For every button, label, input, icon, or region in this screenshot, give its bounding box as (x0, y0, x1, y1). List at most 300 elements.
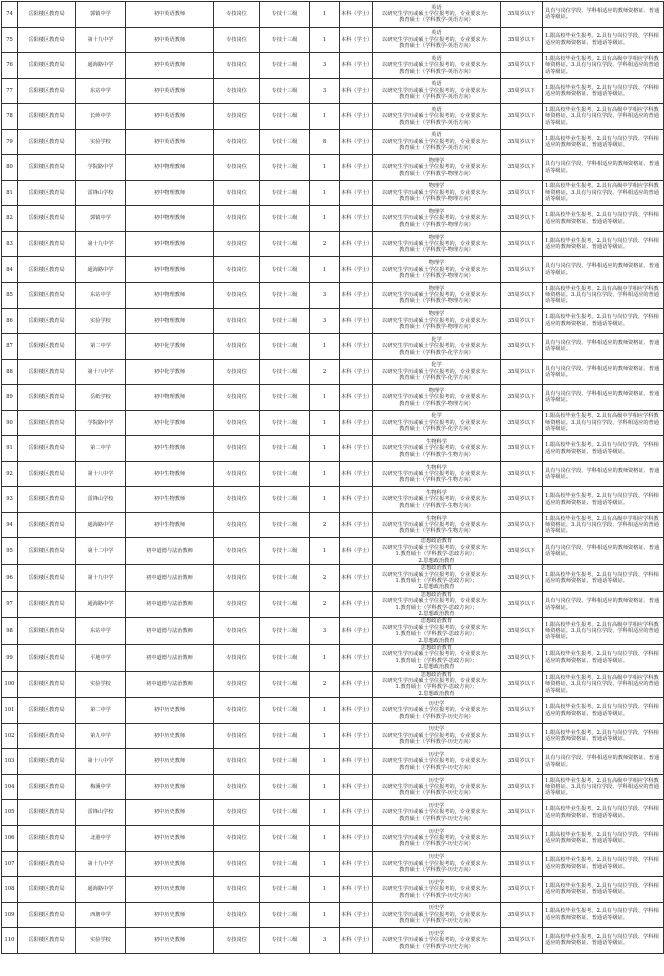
department: 岳阳楼区教育局 (18, 206, 76, 232)
post-name: 初中历史教师 (126, 851, 214, 877)
post-category: 专技岗位 (214, 385, 260, 411)
cell-line: 英语 (431, 81, 442, 88)
school: 第十八中学 (76, 749, 126, 775)
cell-line: 思想政治教育 (420, 618, 453, 625)
degree: 本科（学士） (340, 565, 373, 592)
cell-line: 以研究生学历或硕士学位报考的，专业要求为： (382, 470, 491, 477)
post-category: 专技岗位 (214, 902, 260, 928)
other-requirements: 1.限高校毕业生报考。2.具有高级中学相应学科教师资格证。3.具有与岗位学段、学科相适应的普通话等级证。 (543, 410, 664, 436)
school: 梅溪中学 (76, 774, 126, 800)
hire-count: 1 (310, 206, 340, 232)
post-name: 初中物理教师 (126, 206, 214, 232)
school: 雷锋山学校 (76, 180, 126, 206)
degree: 本科（学士） (340, 723, 373, 749)
cell-line: 以研究生学历或硕士学位报考的，专业要求为： (382, 860, 491, 867)
cell-line: 历史学 (428, 777, 445, 784)
post-category: 专技岗位 (214, 78, 260, 104)
department: 岳阳楼区教育局 (18, 436, 76, 462)
cell-line: 英语 (431, 4, 442, 11)
major-requirement (373, 334, 501, 360)
hire-count: 2 (310, 231, 340, 257)
age-limit: 35周岁以下 (501, 53, 543, 79)
department: 岳阳楼区教育局 (18, 618, 76, 645)
post-name: 初中英语教师 (126, 78, 214, 104)
school: 郭镇中学 (76, 206, 126, 232)
department: 岳阳楼区教育局 (18, 565, 76, 592)
degree: 本科（学士） (340, 104, 373, 130)
cell-fragment: 教育硕士（学科教学- (399, 94, 448, 101)
cell-line: 以研究生学历或硕士学位报考的，专业要求为： (382, 522, 491, 528)
table-row (2, 334, 664, 360)
post-name: 初中英语教师 (126, 53, 214, 79)
age-limit: 35周岁以下 (501, 618, 543, 645)
department: 岳阳楼区教育局 (18, 538, 76, 565)
row-number: 80 (2, 155, 18, 181)
cell-fragment: 方向） (458, 764, 474, 771)
post-name: 初中化学教师 (126, 359, 214, 385)
cell-fragment: 英语 (447, 145, 459, 152)
department: 岳阳楼区教育局 (18, 283, 76, 309)
cell-line: 生物科学 (426, 438, 447, 445)
department: 岳阳楼区教育局 (18, 385, 76, 411)
cell-line (374, 477, 499, 483)
row-number: 92 (2, 461, 18, 487)
department: 岳阳楼区教育局 (18, 2, 76, 28)
table-row (2, 618, 664, 645)
cell-line (374, 171, 499, 177)
cell-line: 物理学 (428, 183, 445, 190)
degree: 本科（学士） (340, 78, 373, 104)
school: 郭镇中学 (76, 2, 126, 28)
cell-line (374, 944, 499, 950)
cell-fragment: 方向） (458, 68, 474, 75)
post-name: 初中物理教师 (126, 180, 214, 206)
degree: 本科（学士） (340, 698, 373, 724)
post-name: 初中历史教师 (126, 877, 214, 903)
post-grade: 专技十三级 (260, 851, 310, 877)
degree: 本科（学士） (340, 180, 373, 206)
post-category: 专技岗位 (214, 231, 260, 257)
hire-count: 1 (310, 27, 340, 53)
cell-fragment: 方向） (458, 119, 474, 126)
cell-fragment: 方向） (458, 324, 474, 331)
cell-fragment: 方向） (458, 272, 474, 279)
post-category: 专技岗位 (214, 283, 260, 309)
table-row (2, 104, 664, 130)
cell-line (374, 841, 499, 847)
post-name: 初中英语教师 (126, 2, 214, 28)
cell-line (374, 298, 499, 304)
cell-fragment: 方向） (458, 502, 474, 509)
department: 岳阳楼区教育局 (18, 928, 76, 954)
hire-count: 1 (310, 877, 340, 903)
post-name: 初中历史教师 (126, 698, 214, 724)
major-requirement (373, 749, 501, 775)
cell-line: 以研究生学历或硕士学位报考的，专业要求为： (382, 732, 491, 739)
degree: 本科（学士） (340, 749, 373, 775)
post-name: 初中生物教师 (126, 487, 214, 513)
post-grade: 专技十三级 (260, 308, 310, 334)
post-category: 专技岗位 (214, 749, 260, 775)
row-number: 94 (2, 512, 18, 538)
cell-line (374, 867, 499, 873)
cell-line: 以研究生学历或硕士学位报考的，专业要求为： (382, 138, 491, 145)
other-requirements: 具有与岗位学段、学科相适应的教师资格证、普通话等级证。 (543, 591, 664, 618)
major-requirement (373, 27, 501, 53)
major-requirement (373, 2, 501, 28)
other-requirements: 具有与岗位学段、学科相适应的教师资格证、普通话等级证。 (543, 749, 664, 775)
department: 岳阳楼区教育局 (18, 231, 76, 257)
post-name: 初中物理教师 (126, 231, 214, 257)
age-limit: 35周岁以下 (501, 461, 543, 487)
post-grade: 专技十三级 (260, 129, 310, 155)
cell-fragment: 历史 (447, 739, 459, 746)
age-limit: 35周岁以下 (501, 283, 543, 309)
post-grade: 专技十三级 (260, 877, 310, 903)
age-limit: 35周岁以下 (501, 851, 543, 877)
cell-line: 以研究生学历或硕士学位报考的，专业要求为： (382, 343, 491, 350)
hire-count: 1 (310, 723, 340, 749)
table-row (2, 206, 664, 232)
row-number: 89 (2, 385, 18, 411)
school: 实验学校 (76, 308, 126, 334)
cell-fragment: 方向） (458, 247, 474, 254)
degree: 本科（学士） (340, 257, 373, 283)
post-grade: 专技十三级 (260, 359, 310, 385)
school: 东站中学 (76, 78, 126, 104)
department: 岳阳楼区教育局 (18, 78, 76, 104)
age-limit: 35周岁以下 (501, 877, 543, 903)
major-requirement (373, 644, 501, 671)
cell-fragment: 方向） (458, 918, 474, 925)
cell-fragment: 英语 (447, 68, 459, 75)
other-requirements: 1.限高校毕业生报考。2.具有高级中学相应学科教师资格证。3.具有与岗位学段、学科相适应的普通话等级证。 (543, 618, 664, 645)
other-requirements: 具有与岗位学段、学科相适应的教师资格证、普通话等级证。 (543, 359, 664, 385)
hire-count: 1 (310, 825, 340, 851)
cell-line: 以研究生学历或硕士学位报考的，专业要求为： (382, 809, 491, 816)
school: 雷锋山学校 (76, 800, 126, 826)
other-requirements: 具有与岗位学段、学科相适应的教师资格证、普通话等级证。 (543, 385, 664, 411)
department: 岳阳楼区教育局 (18, 487, 76, 513)
cell-line: 以研究生学历或硕士学位报考的，专业要求为： (382, 36, 491, 43)
table-row (2, 308, 664, 334)
post-category: 专技岗位 (214, 825, 260, 851)
cell-line (374, 375, 499, 381)
cell-fragment: 方向） (458, 221, 474, 228)
post-grade: 专技十三级 (260, 231, 310, 257)
cell-fragment: 方向） (458, 451, 474, 458)
cell-line (374, 739, 499, 745)
post-category: 专技岗位 (214, 512, 260, 538)
post-grade: 专技十三级 (260, 257, 310, 283)
cell-fragment: 教育硕士（学科教学- (399, 451, 448, 458)
department: 岳阳楼区教育局 (18, 512, 76, 538)
cell-line: 以研究生学历或硕士学位报考的，专业要求为： (382, 783, 491, 790)
hire-count: 3 (310, 618, 340, 645)
post-category: 专技岗位 (214, 436, 260, 462)
department: 岳阳楼区教育局 (18, 410, 76, 436)
row-number: 101 (2, 698, 18, 724)
row-number: 85 (2, 283, 18, 309)
post-category: 专技岗位 (214, 565, 260, 592)
post-category: 专技岗位 (214, 27, 260, 53)
degree: 本科（学士） (340, 538, 373, 565)
cell-fragment: 教育硕士（学科教学- (399, 221, 448, 228)
age-limit: 35周岁以下 (501, 155, 543, 181)
other-requirements: 具有与岗位学段、学科相适应的教师资格证、普通话等级证。 (543, 538, 664, 565)
cell-line: 历史学 (428, 905, 445, 912)
table-row (2, 231, 664, 257)
table-row (2, 825, 664, 851)
cell-fragment: 方向） (458, 713, 474, 720)
cell-fragment: 物理 (447, 272, 459, 279)
major-requirement (373, 825, 501, 851)
post-name: 初中历史教师 (126, 774, 214, 800)
degree: 本科（学士） (340, 2, 373, 28)
row-number: 74 (2, 2, 18, 28)
school: 通海路中学 (76, 512, 126, 538)
hire-count: 3 (310, 283, 340, 309)
hire-count: 1 (310, 644, 340, 671)
row-number: 104 (2, 774, 18, 800)
department: 岳阳楼区教育局 (18, 308, 76, 334)
post-grade: 专技十三级 (260, 671, 310, 698)
cell-line: 生物科学 (426, 515, 447, 522)
cell-line (374, 714, 499, 720)
other-requirements: 1.限高校毕业生报考。2.具有与岗位学段、学科相适应的教师资格证、普通话等级证。 (543, 436, 664, 462)
degree: 本科（学士） (340, 512, 373, 538)
cell-fragment: 历史 (447, 713, 459, 720)
cell-fragment: 历史 (447, 790, 459, 797)
cell-fragment: 物理 (447, 221, 459, 228)
post-category: 专技岗位 (214, 538, 260, 565)
row-number: 91 (2, 436, 18, 462)
post-name: 初中道德与法治教师 (126, 671, 214, 698)
row-number: 78 (2, 104, 18, 130)
other-requirements: 1.限高校毕业生报考。2.具有与岗位学段、学科相适应的教师资格证、普通话等级证。 (543, 308, 664, 334)
department: 岳阳楼区教育局 (18, 104, 76, 130)
department: 岳阳楼区教育局 (18, 591, 76, 618)
cell-fragment: 方向） (458, 196, 474, 203)
cell-fragment: 教育硕士（学科教学- (399, 119, 448, 126)
post-grade: 专技十三级 (260, 78, 310, 104)
other-requirements: 1.限高校毕业生报考。2.具有高级中学相应学科教师资格证。3.具有与岗位学段、学科相适应的普通话等级证。 (543, 283, 664, 309)
major-requirement (373, 257, 501, 283)
department: 岳阳楼区教育局 (18, 27, 76, 53)
other-requirements: 1.限高校毕业生报考。2.具有与岗位学段、学科相适应的教师资格证、普通话等级证。 (543, 928, 664, 954)
department: 岳阳楼区教育局 (18, 155, 76, 181)
hire-count: 2 (310, 565, 340, 592)
major-requirement (373, 385, 501, 411)
post-name: 初中化学教师 (126, 410, 214, 436)
post-grade: 专技十三级 (260, 180, 310, 206)
post-grade: 专技十三级 (260, 618, 310, 645)
cell-line: 2.思想政治教育 (418, 664, 455, 671)
post-name: 初中生物教师 (126, 461, 214, 487)
cell-fragment: 教育硕士（学科教学- (399, 502, 448, 509)
hire-count: 2 (310, 512, 340, 538)
cell-fragment: 教育硕士（学科教学- (399, 477, 448, 484)
table-row (2, 749, 664, 775)
other-requirements: 1.限高校毕业生报考。2.具有与岗位学段、学科相适应的教师资格证、普通话等级证。 (543, 902, 664, 928)
cell-line: 以研究生学历或硕士学位报考的，专业要求为： (382, 113, 491, 120)
table-row (2, 723, 664, 749)
department: 岳阳楼区教育局 (18, 359, 76, 385)
cell-fragment: 教育硕士（学科教学- (399, 68, 448, 75)
other-requirements: 具有与岗位学段、学科相适应的教师资格证、普通话等级证。 (543, 2, 664, 28)
cell-line (374, 401, 499, 407)
post-grade: 专技十三级 (260, 698, 310, 724)
cell-fragment: 教育硕士（学科教学- (399, 145, 448, 152)
school: 第十二中学 (76, 538, 126, 565)
cell-line: 以研究生学历或硕士学位报考的，专业要求为： (382, 394, 491, 401)
cell-fragment: 教育硕士（学科教学- (399, 790, 448, 797)
table-row (2, 800, 664, 826)
table-row (2, 644, 664, 671)
major-requirement (373, 902, 501, 928)
cell-line: 以研究生学历或硕士学位报考的，专业要求为： (382, 240, 491, 247)
cell-line: 2.思想政治教育 (418, 557, 455, 564)
post-name: 初中道德与法治教师 (126, 644, 214, 671)
table-row (2, 698, 664, 724)
row-number: 86 (2, 308, 18, 334)
cell-line (374, 17, 499, 23)
age-limit: 35周岁以下 (501, 2, 543, 28)
post-category: 专技岗位 (214, 671, 260, 698)
degree: 本科（学士） (340, 359, 373, 385)
department: 岳阳楼区教育局 (18, 723, 76, 749)
post-name: 初中历史教师 (126, 800, 214, 826)
post-name: 初中道德与法治教师 (126, 538, 214, 565)
age-limit: 35周岁以下 (501, 512, 543, 538)
table-row (2, 410, 664, 436)
post-category: 专技岗位 (214, 308, 260, 334)
post-category: 专技岗位 (214, 774, 260, 800)
hire-count: 1 (310, 410, 340, 436)
table-row (2, 385, 664, 411)
cell-fragment: 英语 (447, 17, 459, 24)
cell-line: 化学 (431, 413, 442, 420)
cell-line (374, 94, 499, 100)
age-limit: 35周岁以下 (501, 308, 543, 334)
post-category: 专技岗位 (214, 104, 260, 130)
cell-line (374, 528, 499, 534)
degree: 本科（学士） (340, 461, 373, 487)
major-requirement (373, 104, 501, 130)
cell-fragment: 方向） (458, 477, 474, 484)
school: 第十九中学 (76, 27, 126, 53)
cell-line: 历史学 (428, 930, 445, 937)
post-category: 专技岗位 (214, 644, 260, 671)
cell-line: 以研究生学历或硕士学位报考的，专业要求为： (382, 11, 491, 18)
cell-fragment: 历史 (447, 841, 459, 848)
department: 岳阳楼区教育局 (18, 698, 76, 724)
cell-line: 以研究生学历或硕士学位报考的，专业要求为： (382, 189, 491, 196)
cell-line: 物理学 (428, 387, 445, 394)
post-grade: 专技十三级 (260, 591, 310, 618)
degree: 本科（学士） (340, 334, 373, 360)
table-row (2, 129, 664, 155)
degree: 本科（学士） (340, 53, 373, 79)
cell-fragment: 物理 (447, 324, 459, 331)
degree: 本科（学士） (340, 825, 373, 851)
post-grade: 专技十三级 (260, 385, 310, 411)
cell-fragment: 英语 (447, 94, 459, 101)
other-requirements: 1.限高校毕业生报考。2.具有高级中学相应学科教师资格证。3.具有与岗位学段、学科相适应的普通话等级证。 (543, 512, 664, 538)
department: 岳阳楼区教育局 (18, 334, 76, 360)
major-requirement (373, 155, 501, 181)
cell-fragment: 方向） (458, 145, 474, 152)
post-name: 初中历史教师 (126, 749, 214, 775)
post-name: 初中英语教师 (126, 27, 214, 53)
row-number: 106 (2, 825, 18, 851)
cell-line: 1.教育硕士（学科教学-思政方向）； (395, 577, 478, 584)
table-row (2, 774, 664, 800)
cell-fragment: 方向） (458, 43, 474, 50)
cell-fragment: 生物 (447, 477, 459, 484)
cell-line: 以研究生学历或硕士学位报考的，专业要求为： (382, 317, 491, 324)
table-row (2, 877, 664, 903)
degree: 本科（学士） (340, 308, 373, 334)
cell-line (374, 816, 499, 822)
cell-line (374, 43, 499, 49)
age-limit: 35周岁以下 (501, 723, 543, 749)
cell-line (374, 120, 499, 126)
row-number: 102 (2, 723, 18, 749)
post-category: 专技岗位 (214, 618, 260, 645)
cell-line: 思想政治教育 (420, 671, 453, 678)
post-name: 初中物理教师 (126, 283, 214, 309)
table-row (2, 78, 664, 104)
cell-fragment: 化学 (447, 349, 459, 356)
cell-line: 1.教育硕士（学科教学-思政方向）； (395, 631, 478, 638)
post-grade: 专技十三级 (260, 723, 310, 749)
cell-fragment: 历史 (447, 918, 459, 925)
major-requirement (373, 877, 501, 903)
post-name: 初中道德与法治教师 (126, 618, 214, 645)
row-number: 110 (2, 928, 18, 954)
row-number: 109 (2, 902, 18, 928)
cell-line: 以研究生学历或硕士学位报考的，专业要求为： (382, 496, 491, 503)
post-name: 初中物理教师 (126, 308, 214, 334)
school: 北港中学 (76, 825, 126, 851)
age-limit: 35周岁以下 (501, 698, 543, 724)
cell-fragment: 方向） (458, 892, 474, 899)
school: 第十九中学 (76, 231, 126, 257)
cell-line: 以研究生学历或硕士学位报考的，专业要求为： (382, 266, 491, 273)
post-grade: 专技十三级 (260, 565, 310, 592)
cell-line: 英语 (431, 132, 442, 139)
other-requirements: 具有与岗位学段、学科相适应的教师资格证、普通话等级证。 (543, 461, 664, 487)
hire-count: 1 (310, 385, 340, 411)
other-requirements: 1.限高校毕业生报考。2.具有与岗位学段、学科相适应的教师资格证、普通话等级证。 (543, 877, 664, 903)
department: 岳阳楼区教育局 (18, 800, 76, 826)
post-category: 专技岗位 (214, 359, 260, 385)
school: 第九中学 (76, 723, 126, 749)
cell-line (374, 145, 499, 151)
cell-fragment: 方向） (458, 943, 474, 950)
other-requirements: 1.限高校毕业生报考。2.具有与岗位学段、学科相适应的教师资格证、普通话等级证。 (543, 825, 664, 851)
post-grade: 专技十三级 (260, 928, 310, 954)
table-body (2, 2, 664, 954)
cell-fragment: 教育硕士（学科教学- (399, 298, 448, 305)
table-row (2, 257, 664, 283)
school: 东站中学 (76, 618, 126, 645)
school: 实验学校 (76, 129, 126, 155)
cell-fragment: 教育硕士（学科教学- (399, 375, 448, 382)
other-requirements: 1.限高校毕业生报考。2.具有与岗位学段、学科相适应的教师资格证、普通话等级证。 (543, 565, 664, 592)
degree: 本科（学士） (340, 800, 373, 826)
